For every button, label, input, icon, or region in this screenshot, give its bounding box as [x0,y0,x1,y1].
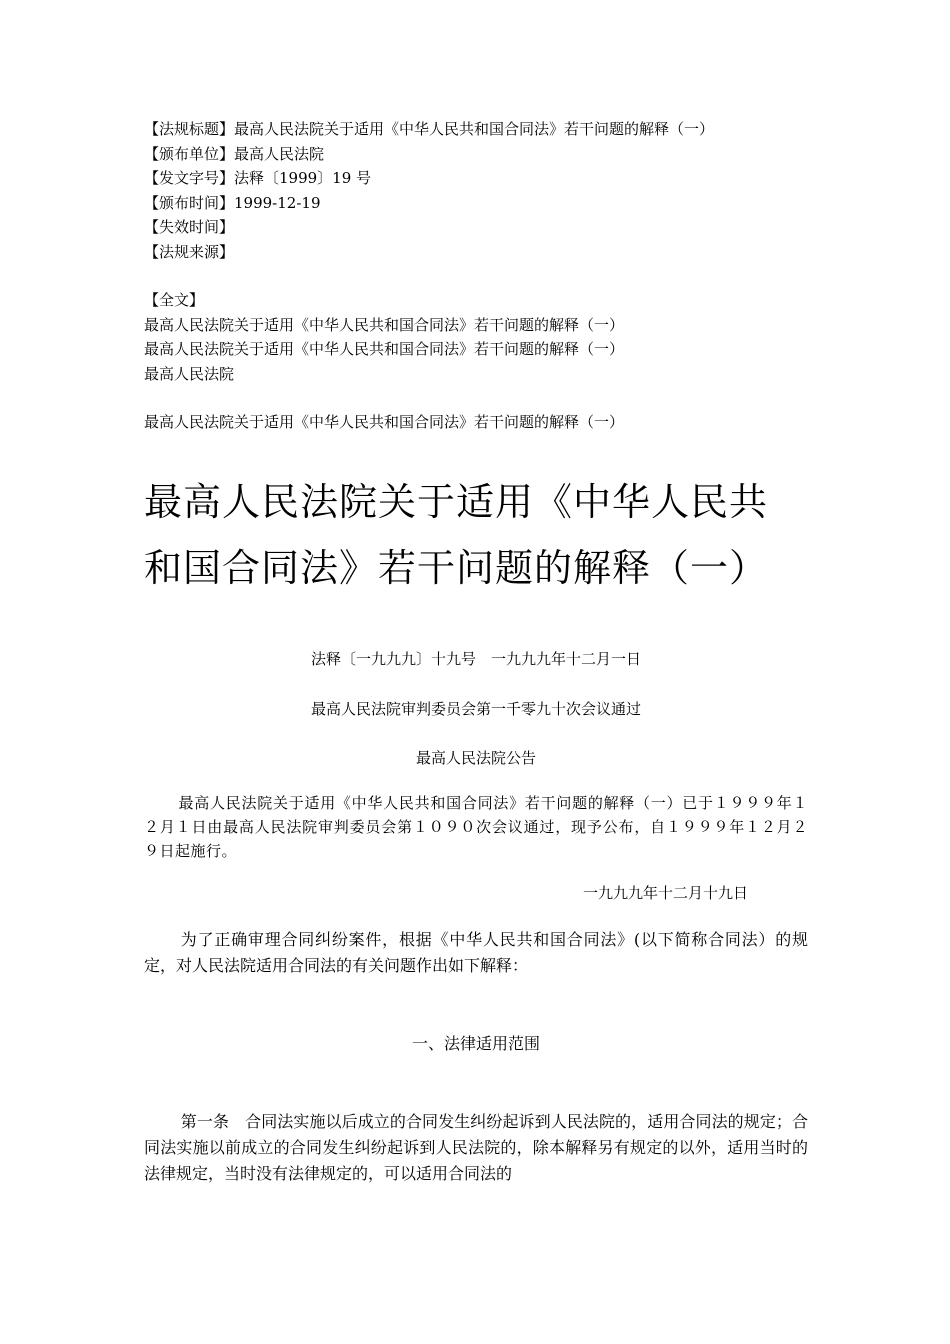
document-page [144,112,808,1187]
fulltext-line: 最高人民法院关于适用《中华人民共和国合同法》若干问题的解释（一） [144,340,625,358]
meta-source: 【法规来源】 [144,242,235,261]
article-1: 第一条 合同法实施以后成立的合同发生纠纷起诉到人民法院的，适用合同法的规定；合同法实施以前成立的合同发生纠纷起诉到人民法院的，除本解释另有规定的以外，适用当时的法律规定，当时没有法律规定的，可以适用合同法的 [144,1111,808,1183]
announcement-date: 一九九九年十二月十九日 [582,883,748,902]
spacer [144,386,808,410]
meta-doc-number: 【发文字号】法释〔1999〕19 号 [144,169,372,187]
passed-by-line: 最高人民法院审判委员会第一千零九十次会议通过 [310,699,641,718]
section-title: 一、法律适用范围 [411,1033,540,1053]
fulltext-block [144,288,808,435]
fulltext-line: 最高人民法院 [144,364,235,383]
meta-issue-date: 【颁布时间】1999-12-19 [144,193,321,212]
meta-title: 【法规标题】最高人民法院关于适用《中华人民共和国合同法》若干问题的解释（一） [144,120,715,138]
fulltext-line: 最高人民法院关于适用《中华人民共和国合同法》若干问题的解释（一） [144,315,625,334]
main-heading-line: 和国合同法》若干问题的解释（一） [144,545,769,590]
meta-expiry-date: 【失效时间】 [144,218,235,236]
intro-paragraph: 为了正确审理合同纠纷案件，根据《中华人民共和国合同法》(以下简称合同法）的规定，对人民法院适用合同法的有关问题作出如下解释： [144,929,808,975]
fulltext-label: 【全文】 [144,291,205,309]
main-heading-line: 最高人民法院关于适用《中华人民共 [144,479,769,524]
metadata-block [144,117,808,264]
fulltext-repeat-title: 最高人民法院关于适用《中华人民共和国合同法》若干问题的解释（一） [144,413,625,431]
doc-number-line: 法释〔一九九九〕十九号 一九九九年十二月一日 [310,649,641,668]
meta-issuer: 【颁布单位】最高人民法院 [144,144,325,163]
announcement-title: 最高人民法院公告 [415,748,536,767]
main-heading [144,469,808,601]
announcement-body: 最高人民法院关于适用《中华人民共和国合同法》若干问题的解释（一）已于１９９９年１２月１日由最高人民法院审判委员会第１０９０次会议通过，现予公布，自１９９９年１２月２９日起施行。 [144,793,808,860]
spacer [144,264,808,288]
